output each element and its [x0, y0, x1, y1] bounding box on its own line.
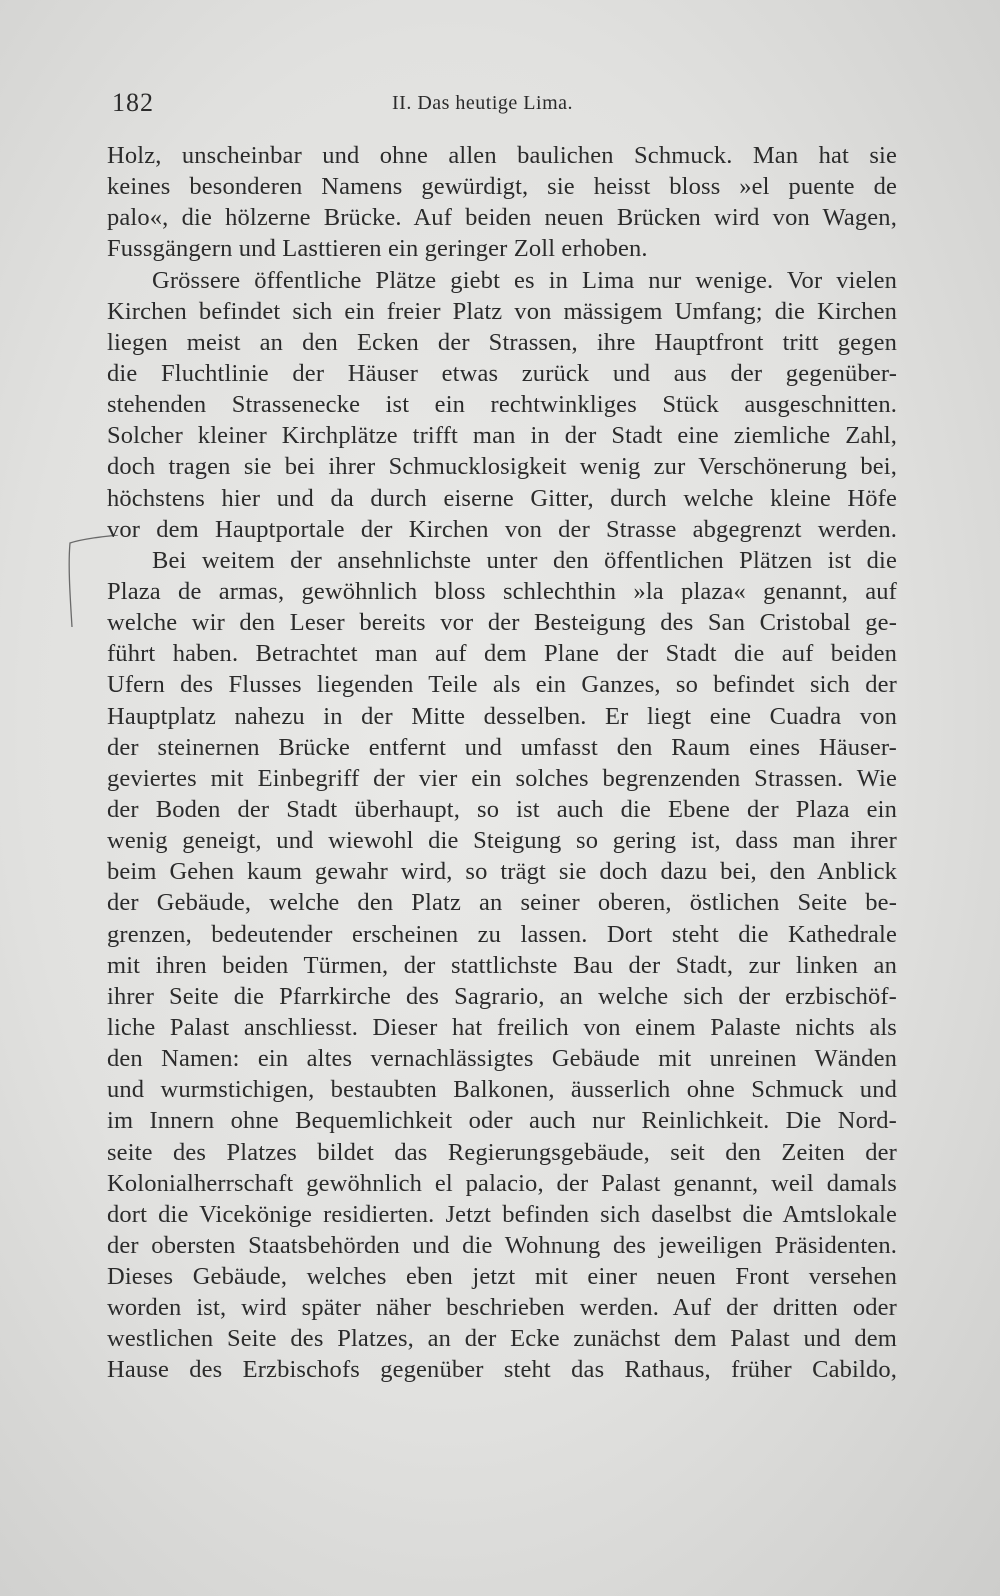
- text-line: der Gebäude, welche den Platz an seiner oberen, östlichen Seite be-: [107, 889, 897, 917]
- text-line: Hause des Erzbischofs gegenüber steht das Rathaus, früher Cabildo,: [107, 1356, 897, 1384]
- text-line: höchstens hier und da durch eiserne Gitter, durch welche kleine Höfe: [107, 484, 897, 512]
- running-head: II. Das heutige Lima.: [392, 92, 573, 114]
- text-line: liche Palast anschliesst. Dieser hat freilich von einem Palaste nichts als: [107, 1013, 897, 1041]
- text-line: seite des Platzes bildet das Regierungsgebäude, seit den Zeiten der: [107, 1138, 897, 1166]
- text-line: grenzen, bedeutender erscheinen zu lassen. Dort steht die Kathedrale: [107, 920, 897, 948]
- text-line: Kirchen befindet sich ein freier Platz von mässigem Umfang; die Kirchen: [107, 297, 897, 325]
- text-line: den Namen: ein altes vernachlässigtes Gebäude mit unreinen Wänden: [107, 1045, 897, 1073]
- text-line: führt haben. Betrachtet man auf dem Plane der Stadt die auf beiden: [107, 640, 897, 668]
- text-line: westlichen Seite des Platzes, an der Ecke zunächst dem Palast und dem: [107, 1325, 897, 1353]
- text-line: Holz, unscheinbar und ohne allen baulichen Schmuck. Man hat sie: [107, 142, 897, 169]
- text-line: mit ihren beiden Türmen, der stattlichste Bau der Stadt, zur linken an: [107, 951, 897, 979]
- text-line: ihrer Seite die Pfarrkirche des Sagrario, an welche sich der erzbischöf-: [107, 982, 897, 1010]
- text-line: worden ist, wird später näher beschrieben werden. Auf der dritten oder: [107, 1294, 897, 1322]
- text-line: Hauptplatz nahezu in der Mitte desselben. Er liegt eine Cuadra von: [107, 702, 897, 730]
- text-line: Ufern des Flusses liegenden Teile als ein Ganzes, so befindet sich der: [107, 671, 897, 699]
- text-line: im Innern ohne Bequemlichkeit oder auch nur Reinlichkeit. Die Nord-: [107, 1107, 897, 1135]
- text-line: stehenden Strassenecke ist ein rechtwinkliges Stück ausgeschnitten.: [107, 391, 897, 419]
- text-line: liegen meist an den Ecken der Strassen, ihre Hauptfront tritt gegen: [107, 328, 897, 356]
- text-line: Kolonialherrschaft gewöhnlich el palacio, der Palast genannt, weil damals: [107, 1169, 897, 1197]
- text-line: der steinernen Brücke entfernt und umfasst den Raum eines Häuser-: [107, 733, 897, 761]
- text-line: der Boden der Stadt überhaupt, so ist auch die Ebene der Plaza ein: [107, 795, 897, 823]
- text-line: palo«, die hölzerne Brücke. Auf beiden neuen Brücken wird von Wagen,: [107, 204, 897, 232]
- text-line: doch tragen sie bei ihrer Schmucklosigkeit wenig zur Verschönerung bei,: [107, 453, 897, 481]
- text-line: beim Gehen kaum gewahr wird, so trägt sie doch dazu bei, den Anblick: [107, 858, 897, 886]
- text-line: die Fluchtlinie der Häuser etwas zurück und aus der gegenüber-: [107, 359, 897, 387]
- text-line: vor dem Hauptportale der Kirchen von der Strasse abgegrenzt werden.: [107, 515, 897, 543]
- text-line: welche wir den Leser bereits vor der Besteigung des San Cristobal ge-: [107, 609, 897, 637]
- body-text: [107, 140, 897, 1386]
- page-number: 182: [112, 88, 154, 117]
- text-line: wenig geneigt, und wiewohl die Steigung so gering ist, dass man ihrer: [107, 827, 897, 855]
- text-line: und wurmstichigen, bestaubten Balkonen, äusserlich ohne Schmuck und: [107, 1076, 897, 1104]
- text-line: geviertes mit Einbegriff der vier ein solches begrenzenden Strassen. Wie: [107, 764, 897, 792]
- text-line: keines besonderen Namens gewürdigt, sie heisst bloss »el puente de: [107, 173, 897, 201]
- text-line: der obersten Staatsbehörden und die Wohnung des jeweiligen Präsidenten.: [107, 1231, 897, 1259]
- text-line: Fussgängern und Lasttieren ein geringer Zoll erhoben.: [107, 235, 648, 263]
- text-line: dort die Vicekönige residierten. Jetzt befinden sich daselbst die Amtslokale: [107, 1200, 897, 1228]
- text-line: Grössere öffentliche Plätze giebt es in Lima nur wenige. Vor vielen: [152, 266, 897, 294]
- text-line: Solcher kleiner Kirchplätze trifft man in der Stadt eine ziemliche Zahl,: [107, 422, 897, 450]
- text-line: Plaza de armas, gewöhnlich bloss schlechthin »la plaza« genannt, auf: [107, 577, 897, 605]
- text-line: Dieses Gebäude, welches eben jetzt mit einer neuen Front versehen: [107, 1263, 897, 1291]
- text-line: Bei weitem der ansehnlichste unter den öffentlichen Plätzen ist die: [152, 546, 897, 574]
- page-header: [112, 88, 892, 124]
